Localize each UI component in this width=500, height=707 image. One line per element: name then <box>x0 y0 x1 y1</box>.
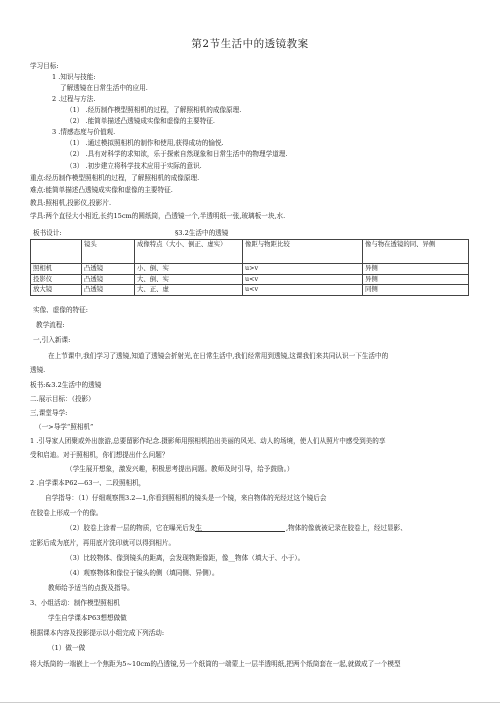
text-line: 1 .引导家人团聚或外出旅游,总要留影作纪念.摄影师用照相机拍出美丽的风光、动人的场境，使人们从照片中感受到美的享 <box>30 437 386 445</box>
table-cell: 异侧 <box>363 264 469 275</box>
text-line: 一,引入新课: <box>33 336 71 344</box>
table-cell: 小、倒、实 <box>135 264 243 275</box>
text-line: （2） .能简单描述凸透镜成实像和虚像的主要特征. <box>66 117 215 125</box>
text-line: 学生自学课本P63想想做做 <box>48 614 127 622</box>
table-cell: 大、正、虚 <box>135 285 243 296</box>
text-line: （1） .通过模拟照相机的制作和使用,获得成功的愉悦. <box>66 139 224 147</box>
text-line: 2 .自学课本P62—63一、二段照相机， <box>30 479 146 487</box>
table-cell: u>v <box>243 264 363 275</box>
table-row <box>31 264 469 275</box>
text-line: 学习目标: <box>30 62 59 70</box>
text-line: 三,课堂导学: <box>30 409 68 417</box>
text-line: ,物体的像就被记录在胶卷上，经过显影、 <box>286 524 407 532</box>
text-line: （学生展开想象，激发兴趣，积极思考提出问题。教师及时引导，给予鼓励。） <box>66 465 294 473</box>
text-line: 3 .情感态度与价值观. <box>52 128 116 136</box>
table-cell: 投影仪 <box>31 274 82 285</box>
text-line: 在胶卷上形成一个的像。 <box>30 509 103 517</box>
text-line: （2）胶卷上涂着一层的物质，它在曝光后发生 <box>66 524 203 532</box>
text-line: 根据课本内容及投影提示以小组完成下列活动: <box>30 629 165 637</box>
page-bottom-rule <box>0 702 500 703</box>
text-line: 了解透镜在日常生活中的应用. <box>60 84 148 92</box>
text-line: 受和启迪。对于照相机，你们想提出什么问题？ <box>30 451 169 459</box>
text-line: （2） .具有对科学的求知欲，乐于探索自然现象和日常生活中的物理学道理. <box>66 150 288 158</box>
document-title: 第2节生活中的透镜教案 <box>191 38 309 50</box>
table-cell: 大、倒、实 <box>135 274 243 285</box>
table-cell: u<v <box>243 274 363 285</box>
table-cell: 异侧 <box>363 274 469 285</box>
text-line: 定影后成为底片，再用底片洗印就可以得到相片。 <box>30 539 176 547</box>
text-line: 在上节课中,我们学习了透镜,知道了透镜会折射光,在日常生活中,我们经常用到透镜,这课我们来共同认识一下生活中的 <box>48 352 389 360</box>
table-header-cell: 像与物在透镜的同、异侧 <box>363 240 469 264</box>
text-line: 二.展示目标：（投影） <box>30 395 95 403</box>
text-line: （1）做一做 <box>48 644 86 652</box>
table-caption: §3.2生活中的透镜 <box>175 229 229 237</box>
text-line: 教学流程: <box>36 321 65 329</box>
text-line: 实像、虚像的特征: <box>33 306 88 314</box>
table-cell: 同侧 <box>363 285 469 296</box>
table-header-cell: 成像特点（大小、倒正、虚实） <box>135 240 243 264</box>
table-cell: 凸透镜 <box>82 285 135 296</box>
text-line: （1） .经历制作模型照相机的过程，了解照相机的成像原理. <box>66 106 242 114</box>
table-header-row <box>31 240 469 264</box>
table-row <box>31 285 469 296</box>
text-line: 板书:&3.2生活中的透镜 <box>30 381 102 389</box>
text-line: （3）比较物体、像到镜头的距离，会发现物距像距，像__物体（填大于、小于）。 <box>66 554 305 562</box>
text-line: 透镜. <box>30 366 46 374</box>
table-cell: 凸透镜 <box>82 264 135 275</box>
text-line: 自学指导：（1）仔细观察图3.2—1,你看到照相机的镜头是一个镜，来自物体的光经过这个镜后会 <box>45 494 327 502</box>
text-line: 板书设计: <box>33 229 62 237</box>
text-line: 1 .知识与技能: <box>52 73 96 81</box>
text-line: 2 .过程与方法. <box>52 95 96 103</box>
fill-in-blank <box>195 531 285 532</box>
text-line: 教师给予适当的点拨及指导。 <box>48 584 134 592</box>
comparison-table <box>30 239 469 296</box>
table-header-cell: 镜头 <box>82 240 135 264</box>
table-cell: u<v <box>243 285 363 296</box>
table-cell: 凸透镜 <box>82 274 135 285</box>
table-cell: 照相机 <box>31 264 82 275</box>
text-line: 将大纸筒的一端嵌上一个焦距为5~10cm的凸透镜,另一个纸筒的一端蒙上一层半透明纸,把两个纸筒套在一起,就做成了一个模型 <box>30 660 401 668</box>
table-header-cell: 像距与物距比较 <box>243 240 363 264</box>
text-line: 学具:两个直径大小相近,长约15cm的圆纸筒，凸透镜一个,半透明纸一张,玻璃板一块,水. <box>30 212 286 220</box>
text-line: 难点:能简单描述凸透镜成实像和虚像的主要特征. <box>30 186 173 194</box>
text-line: 重点:经历制作模型照相机的过程，了解照相机的成像原理. <box>30 174 200 182</box>
text-line: 教具:照相机,投影仪,投影片. <box>30 199 112 207</box>
text-line: （一>导学“照相机” <box>35 423 94 431</box>
table-row <box>31 274 469 285</box>
text-line: （3） .初步建立将科学技术应用于实际的意识. <box>66 162 202 170</box>
text-line: 3、小组活动：制作模型照相机 <box>30 599 120 607</box>
text-line: （4）观察物体和像位于镜头的侧（填同侧、异侧）。 <box>66 569 219 577</box>
table-cell: 放大镜 <box>31 285 82 296</box>
table-header-cell <box>31 240 82 264</box>
